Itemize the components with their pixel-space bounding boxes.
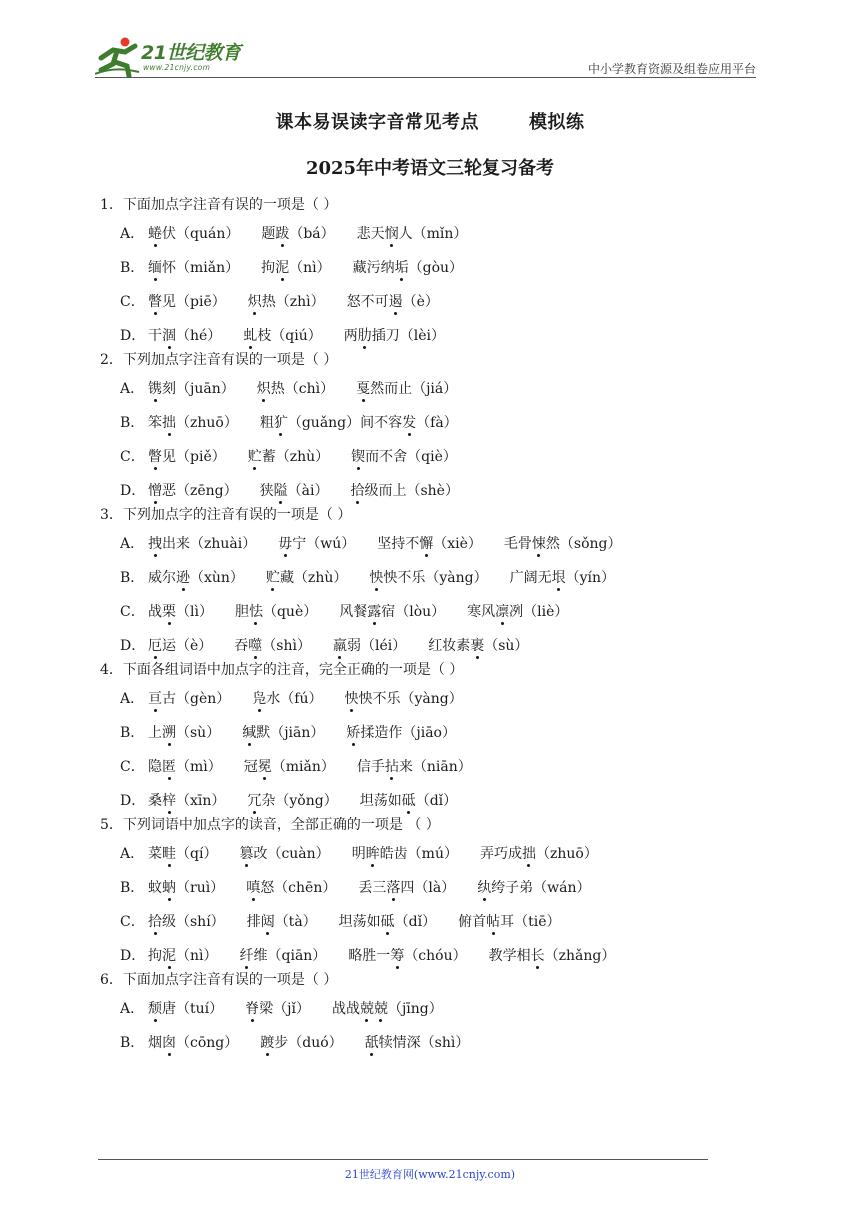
emphasis-char: 锲 (351, 449, 366, 465)
answer-option[interactable] (100, 415, 760, 432)
option-label: B． (120, 1035, 145, 1051)
emphasis-char: 拾 (148, 914, 162, 930)
answer-option[interactable] (100, 1001, 760, 1018)
word-item: 虬枝（qiú） (243, 328, 322, 344)
option-label: A． (120, 226, 145, 242)
option-label: D． (120, 483, 146, 499)
word-item: 桑梓（xīn） (148, 793, 226, 809)
emphasis-char: 兢 (373, 1001, 388, 1017)
option-label: D． (120, 793, 146, 809)
emphasis-char: 悯 (384, 226, 399, 242)
word-item: 胆怯（què） (234, 604, 318, 620)
emphasis-char: 怯 (248, 604, 263, 620)
emphasis-char: 冗 (247, 793, 262, 809)
site-logo[interactable] (95, 36, 265, 78)
answer-option[interactable] (100, 759, 760, 776)
emphasis-char: 裹 (470, 638, 485, 654)
emphasis-char: 落 (386, 880, 401, 896)
option-label: B． (120, 570, 145, 586)
word-item: 红妆素裹（sù） (428, 638, 529, 654)
word-item: 广阔无垠（yín） (509, 570, 615, 586)
word-item: 冠冕（miǎn） (243, 759, 335, 775)
emphasis-char: 梓 (162, 793, 176, 809)
answer-option[interactable] (100, 1035, 760, 1052)
word-item: 镌刻（juān） (148, 381, 235, 397)
word-item: 瞥见（piě） (148, 449, 226, 465)
document-subtitle: 2025年中考语文三轮复习备考 (305, 158, 555, 179)
emphasis-char: 溯 (162, 725, 176, 741)
word-item: 纨绔子弟（wán） (477, 880, 591, 896)
emphasis-char: 兢 (359, 1001, 374, 1017)
page-header (95, 36, 756, 80)
question-stem: 4．下面各组词语中加点字的注音，完全正确的一项是（ ） (100, 662, 464, 678)
emphasis-char: 拙 (162, 415, 176, 431)
word-item: 坦荡如砥（dǐ） (359, 793, 458, 809)
answer-option[interactable] (100, 260, 760, 277)
emphasis-char: 泥 (275, 260, 290, 276)
title-part2: 模拟练 (529, 112, 585, 133)
emphasis-char: 栗 (162, 604, 176, 620)
word-item: 贮藏（zhù） (265, 570, 348, 586)
question-block (100, 507, 760, 655)
word-item: 粗犷（guǎng）间不容发（fà） (259, 415, 458, 431)
emphasis-char: 跋 (275, 226, 290, 242)
word-item: 明眸皓齿（mú） (351, 846, 458, 862)
word-item: 炽热（chì） (256, 381, 335, 397)
emphasis-char: 戛 (356, 381, 371, 397)
word-item: 锲而不舍（qiè） (351, 449, 457, 465)
logo-text: 21世纪教育 (141, 42, 241, 64)
word-item: 两肋插刀（lèi） (343, 328, 446, 344)
word-item: 坚持不懈（xiè） (377, 536, 482, 552)
word-item: 拽出来（zhuài） (148, 536, 257, 552)
emphasis-char: 筹 (390, 948, 405, 964)
emphasis-char: 嗔 (246, 880, 261, 896)
logo-url: www.21cnjy.com (143, 63, 211, 72)
word-item: 干涸（hé） (148, 328, 222, 344)
answer-option[interactable] (100, 226, 760, 243)
word-item: 寒风凛冽（liè） (467, 604, 569, 620)
word-item: 战战兢兢（jīng） (331, 1001, 443, 1017)
emphasis-char: 怏 (369, 570, 384, 586)
word-item: 教学相长（zhǎng） (488, 948, 616, 964)
word-item: 炽热（zhì） (247, 294, 325, 310)
word-item: 烟囱（cōng） (148, 1035, 239, 1051)
emphasis-char: 冕 (257, 759, 272, 775)
word-item: 俯首帖耳（tiē） (458, 914, 561, 930)
answer-option[interactable] (100, 914, 760, 931)
option-label: C． (120, 604, 145, 620)
answer-option[interactable] (100, 536, 760, 553)
emphasis-char: 踱 (260, 1035, 275, 1051)
emphasis-char: 垢 (394, 260, 409, 276)
emphasis-char: 瞥 (148, 449, 162, 465)
emphasis-char: 拾 (350, 483, 365, 499)
header-divider (95, 77, 756, 78)
emphasis-char: 悚 (531, 536, 546, 552)
emphasis-char: 缄 (242, 725, 257, 741)
emphasis-char: 脊 (245, 1001, 260, 1017)
word-item: 略胜一筹（chóu） (348, 948, 467, 964)
emphasis-char: 篡 (239, 846, 254, 862)
emphasis-char: 虬 (243, 328, 258, 344)
emphasis-char: 蚋 (162, 880, 176, 896)
word-item: 藏污纳垢（gòu） (352, 260, 464, 276)
emphasis-char: 露 (367, 604, 382, 620)
emphasis-char: 垠 (551, 570, 566, 586)
emphasis-char: 噬 (248, 638, 263, 654)
emphasis-char: 贮 (247, 449, 262, 465)
answer-option[interactable] (100, 948, 760, 965)
word-item: 憎恶（zēng） (148, 483, 238, 499)
answer-option[interactable] (100, 725, 760, 742)
emphasis-char: 纨 (477, 880, 492, 896)
emphasis-char: 厄 (148, 638, 162, 654)
option-label: A． (120, 691, 145, 707)
answer-option[interactable] (100, 449, 760, 466)
question-stem: 6．下面加点字注音有误的一项是（ ） (100, 972, 338, 988)
emphasis-char: 长 (530, 948, 545, 964)
word-item: 厄运（è） (148, 638, 213, 654)
emphasis-char: 拽 (148, 536, 162, 552)
word-item: 缅怀（miǎn） (148, 260, 240, 276)
emphasis-char: 拙 (521, 846, 536, 862)
emphasis-char: 帖 (486, 914, 501, 930)
word-item: 缄默（jiān） (242, 725, 325, 741)
word-item: 拾级而上（shè） (350, 483, 459, 499)
emphasis-char: 憎 (148, 483, 162, 499)
emphasis-char: 发 (402, 415, 417, 431)
emphasis-char: 畦 (162, 846, 176, 862)
question-block (100, 972, 760, 1052)
emphasis-char: 亘 (148, 691, 162, 707)
option-label: B． (120, 880, 145, 896)
question-block (100, 197, 760, 345)
word-item: 上溯（sù） (148, 725, 221, 741)
emphasis-char: 炽 (247, 294, 262, 310)
word-item: 脊梁（jǐ） (245, 1001, 310, 1017)
option-label: A． (120, 1001, 145, 1017)
emphasis-char: 羸 (332, 638, 347, 654)
answer-option[interactable] (100, 638, 760, 655)
word-item: 威尔逊（xùn） (148, 570, 244, 586)
word-item: 舐犊情深（shì） (364, 1035, 470, 1051)
word-item: 笨拙（zhuō） (148, 415, 238, 431)
emphasis-char: 凛 (495, 604, 510, 620)
word-item: 吞噬（shì） (234, 638, 311, 654)
word-item: 怒不可遏（è） (346, 294, 439, 310)
footer-divider (98, 1159, 708, 1160)
emphasis-char: 缅 (148, 260, 162, 276)
word-item: 拾级（shí） (148, 914, 225, 930)
answer-option[interactable] (100, 483, 760, 500)
word-item: 纤维（qiān） (239, 948, 327, 964)
option-label: C． (120, 759, 145, 775)
emphasis-char: 颓 (148, 1001, 162, 1017)
emphasis-char: 拈 (384, 759, 399, 775)
word-item: 毛骨悚然（sǒng） (503, 536, 622, 552)
emphasis-char: 逊 (176, 570, 190, 586)
emphasis-char: 舐 (364, 1035, 379, 1051)
emphasis-char: 隘 (273, 483, 288, 499)
word-item: 题跋（bá） (261, 226, 335, 242)
question-list (100, 197, 760, 1059)
answer-option[interactable] (100, 381, 760, 398)
option-label: B． (120, 725, 145, 741)
emphasis-char: 泥 (162, 948, 176, 964)
word-item: 怏怏不乐（yàng） (344, 691, 463, 707)
word-item: 蚊蚋（ruì） (148, 880, 225, 896)
word-item: 羸弱（léi） (332, 638, 407, 654)
word-item: 毋宁（wú） (278, 536, 356, 552)
question-block (100, 817, 760, 965)
word-item: 狭隘（ài） (259, 483, 329, 499)
document-title (0, 108, 860, 134)
word-item: 菜畦（qí） (148, 846, 218, 862)
word-item: 风餐露宿（lòu） (339, 604, 446, 620)
word-item: 隐匿（mì） (148, 759, 222, 775)
word-item: 瞥见（piē） (148, 294, 226, 310)
word-item: 拘泥（nì） (261, 260, 331, 276)
answer-option[interactable] (100, 570, 760, 587)
emphasis-char: 眸 (365, 846, 380, 862)
question-stem: 2．下列加点字注音有误的一项是（ ） (100, 352, 338, 368)
question-stem: 3．下列加点字的注音有误的一项是（ ） (100, 507, 352, 523)
option-label: C． (120, 294, 145, 310)
word-item: 凫水（fú） (252, 691, 323, 707)
emphasis-char: 贮 (265, 570, 280, 586)
answer-option[interactable] (100, 294, 760, 311)
emphasis-char: 肋 (357, 328, 372, 344)
answer-option[interactable] (100, 880, 760, 897)
option-label: C． (120, 449, 145, 465)
emphasis-char: 懈 (419, 536, 434, 552)
emphasis-char: 瞥 (148, 294, 162, 310)
word-item: 丢三落四（là） (358, 880, 456, 896)
option-label: B． (120, 415, 145, 431)
word-item: 坦荡如砥（dǐ） (338, 914, 437, 930)
word-item: 篡改（cuàn） (239, 846, 330, 862)
word-item: 怏怏不乐（yàng） (369, 570, 488, 586)
option-label: C． (120, 914, 145, 930)
word-item: 亘古（gèn） (148, 691, 231, 707)
answer-option[interactable] (100, 846, 760, 863)
footer-link[interactable]: 21世纪教育网(www.21cnjy.com) (344, 1168, 516, 1181)
emphasis-char: 闼 (260, 914, 275, 930)
emphasis-char: 怏 (344, 691, 359, 707)
word-item: 矫揉造作（jiāo） (346, 725, 456, 741)
word-item: 嗔怒（chēn） (246, 880, 337, 896)
emphasis-char: 炽 (256, 381, 271, 397)
option-label: D． (120, 638, 146, 654)
emphasis-char: 遏 (388, 294, 403, 310)
word-item: 排闼（tà） (246, 914, 317, 930)
word-item: 弄巧成拙（zhuō） (479, 846, 598, 862)
word-item: 拘泥（nì） (148, 948, 218, 964)
word-item: 颓唐（tuí） (148, 1001, 224, 1017)
answer-option[interactable] (100, 328, 760, 345)
question-stem: 1．下面加点字注音有误的一项是（ ） (100, 197, 338, 213)
emphasis-char: 矫 (346, 725, 361, 741)
emphasis-char: 镌 (148, 381, 162, 397)
option-label: A． (120, 536, 145, 552)
option-label: D． (120, 948, 146, 964)
emphasis-char: 砥 (401, 793, 416, 809)
question-stem: 5．下列词语中加点字的读音，全部正确的一项是 （ ） (100, 817, 440, 833)
emphasis-char: 纤 (239, 948, 254, 964)
option-label: A． (120, 381, 145, 397)
option-label: A． (120, 846, 145, 862)
question-block (100, 662, 760, 810)
option-label: D． (120, 328, 146, 344)
answer-option[interactable] (100, 604, 760, 621)
platform-name: 中小学教育资源及组卷应用平台 (587, 62, 756, 76)
word-item: 战栗（lì） (148, 604, 213, 620)
emphasis-char: 毋 (278, 536, 293, 552)
emphasis-char: 蜷 (148, 226, 162, 242)
emphasis-char: 犷 (273, 415, 288, 431)
emphasis-char: 匿 (162, 759, 176, 775)
word-item: 冗杂（yǒng） (247, 793, 338, 809)
word-item: 信手拈来（niān） (356, 759, 472, 775)
word-item: 踱步（duó） (260, 1035, 343, 1051)
option-label: B． (120, 260, 145, 276)
answer-option[interactable] (100, 793, 760, 810)
runner-logo-icon (95, 36, 141, 78)
question-block (100, 352, 760, 500)
emphasis-char: 砥 (380, 914, 395, 930)
answer-option[interactable] (100, 691, 760, 708)
emphasis-char: 凫 (252, 691, 267, 707)
word-item: 戛然而止（jiá） (356, 381, 458, 397)
word-item: 悲天悯人（mǐn） (356, 226, 468, 242)
word-item: 蜷伏（quán） (148, 226, 240, 242)
title-part1: 课本易误读字音常见考点 (275, 112, 479, 133)
word-item: 贮蓄（zhù） (247, 449, 330, 465)
emphasis-char: 囱 (162, 1035, 176, 1051)
emphasis-char: 涸 (162, 328, 176, 344)
